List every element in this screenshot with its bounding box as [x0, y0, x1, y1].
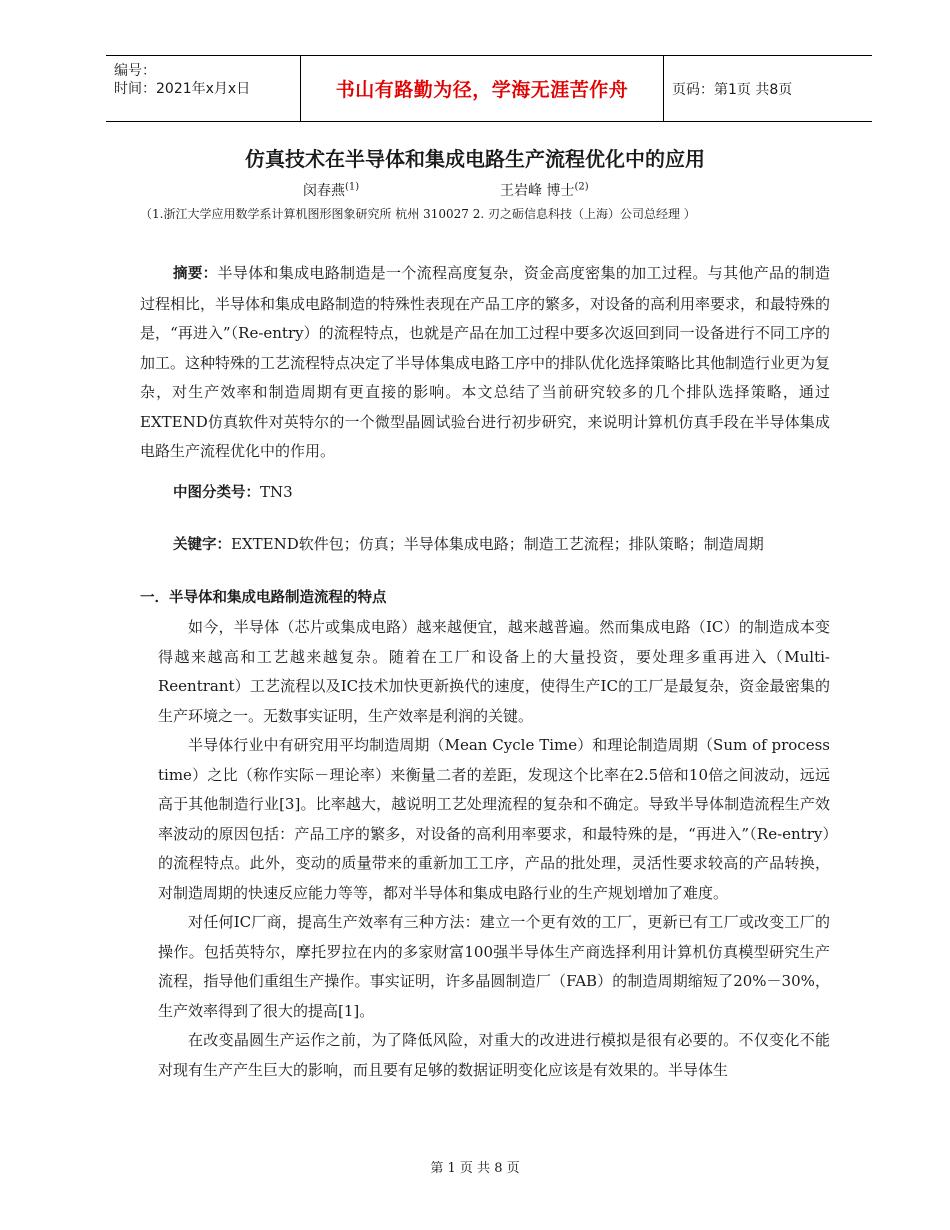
affiliations: （1.浙江大学应用数学系计算机图形图象研究所 杭州 310027 2. 刃之砺信息科技（上海）公司总经理 ） — [140, 207, 696, 221]
paragraph: 对任何IC厂商，提高生产效率有三种方法：建立一个更有效的工厂，更新已有工厂或改变工厂的操作。包括英特尔，摩托罗拉在内的多家财富100强半导体生产商选择利用计算机仿真模型研究生产流程，指导他们重组生产操作。事实证明，许多晶圆制造厂（FAB）的制造周期缩短了20%－30%，生产效率得到了很大的提高[1]。 — [158, 913, 830, 1020]
header-page-cell — [664, 56, 872, 121]
motto-text: 书山有路勤为径，学海无涯苦作舟 — [335, 79, 629, 101]
author-2-sup: (2) — [574, 181, 589, 193]
keywords-value: EXTEND软件包；仿真；半导体集成电路；制造工艺流程；排队策略；制造周期 — [231, 535, 764, 553]
paragraph: 如今，半导体（芯片或集成电路）越来越便宜，越来越普遍。然而集成电路（IC）的制造成本变得越来越高和工艺越来越复杂。随着在工厂和设备上的大量投资，要处理多重再进入（Multi-Reentrant）工艺流程以及IC技术加快更新换代的速度，使得生产IC的工厂是最复杂，资金最密集的生产环境之一。无数事实证明，生产效率是利润的关键。 — [158, 618, 830, 725]
doc-title: 仿真技术在半导体和集成电路生产流程优化中的应用 — [245, 147, 705, 171]
author-2 — [500, 180, 589, 200]
paragraph: 在改变晶圆生产运作之前，为了降低风险，对重大的改进进行模拟是很有必要的。不仅变化不能对现有生产产生巨大的影响，而且要有足够的数据证明变化应该是有效果的。半导体生 — [158, 1031, 830, 1079]
clc-value: TN3 — [260, 483, 293, 501]
header-meta-cell — [106, 56, 301, 121]
author-1 — [303, 180, 359, 200]
author-2-name: 王岩峰 博士 — [500, 183, 575, 199]
author-1-sup: (1) — [345, 181, 360, 193]
abstract-label: 摘要： — [173, 266, 218, 282]
author-1-name: 闵春燕 — [303, 183, 345, 199]
section-1-heading: 一．半导体和集成电路制造流程的特点 — [140, 590, 387, 606]
abstract-text: 半导体和集成电路制造是一个流程高度复杂，资金高度密集的加工过程。与其他产品的制造过程相比，半导体和集成电路制造的特殊性表现在产品工序的繁多，对设备的高利用率要求，和最特殊的是，“再进入”（Re-entry）的流程特点，也就是产品在加工过程中要多次返回到同一设备进行不同工序的加工。这种特殊的工艺流程特点决定了半导体集成电路工序中的排队优化选择策略比其他制造行业更为复杂，对生产效率和制造周期有更直接的影响。本文总结了当前研究较多的几个排队选择策略，通过EXTEND仿真软件对英特尔的一个微型晶圆试验台进行初步研究，来说明计算机仿真手段在半导体集成电路生产流程优化中的作用。 — [140, 264, 831, 460]
doc-number-label: 编号： — [114, 63, 156, 79]
header-motto-cell — [301, 56, 664, 121]
page-footer: 第 1 页 共 8 页 — [430, 1161, 520, 1176]
abstract — [140, 259, 830, 467]
page-header — [106, 55, 872, 122]
page-info: 页码：第1页 共8页 — [672, 81, 793, 98]
doc-date-label: 时间：2021年x月x日 — [114, 81, 251, 97]
paragraph: 半导体行业中有研究用平均制造周期（Mean Cycle Time）和理论制造周期（Sum of process time）之比（称作实际－理论率）来衡量二者的差距，发现这个比率在2.5倍和10倍之间波动，远远高于其他制造行业[3]。比率越大，越说明工艺处理流程的复杂和不确定。导致半导体制造流程生产效率波动的原因包括：产品工序的繁多，对设备的高利用率要求，和最特殊的是，“再进入”（Re-entry）的流程特点。此外，变动的质量带来的重新加工工序，产品的批处理，灵活性要求较高的产品转换，对制造周期的快速反应能力等等，都对半导体和集成电路行业的生产规划增加了难度。 — [158, 736, 830, 902]
section-1-body — [140, 613, 830, 1085]
keywords-label: 关键字： — [173, 537, 231, 553]
keywords-line — [173, 533, 764, 554]
clc-label: 中图分类号： — [173, 485, 260, 501]
clc-line — [173, 481, 293, 502]
